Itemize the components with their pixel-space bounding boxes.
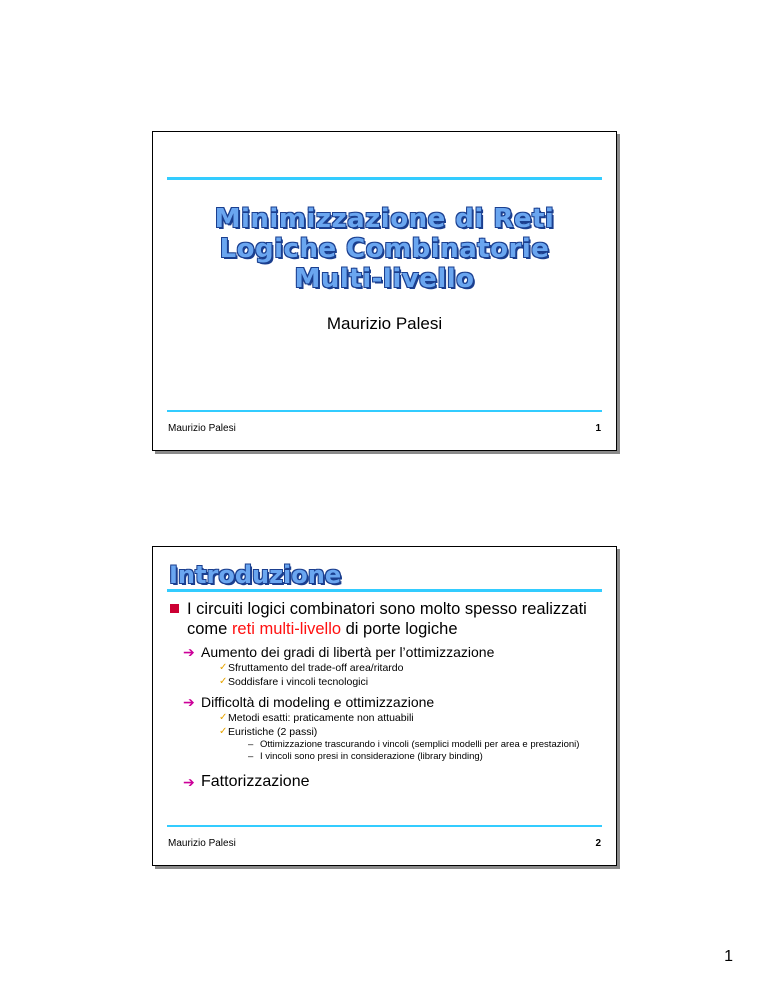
slide-2-content: [169, 599, 606, 791]
right-arrow-icon: ➔: [183, 694, 195, 710]
dash-item: [169, 751, 606, 763]
main-bullet-highlight: reti multi-livello: [231, 620, 342, 638]
slide-1-top-line: [167, 177, 602, 180]
slide-2: [152, 546, 617, 866]
title-line-3: Multi-livello: [294, 264, 475, 294]
title-line-2: Logiche Combinatorie: [219, 234, 550, 264]
title-line-1: Minimizzazione di Reti: [214, 204, 555, 234]
checkmark-icon: ✓: [219, 662, 228, 673]
dash-item-text: Ottimizzazione trascurando i vincoli (semplici modelli per area e prestazioni): [260, 739, 580, 750]
page-number: 1: [724, 948, 733, 965]
sub-bullet-2: [169, 693, 606, 711]
check-item: [169, 725, 606, 739]
check-item-text: Soddisfare i vincoli tecnologici: [228, 676, 369, 688]
sub-bullet-2-label: Difficoltà di modeling e ottimizzazione: [201, 694, 435, 710]
check-item: [169, 661, 606, 675]
slide-2-footer-author: Maurizio Palesi: [168, 838, 236, 849]
slide-1-footer-number: 1: [595, 423, 601, 434]
check-item-text: Metodi esatti: praticamente non attuabili: [228, 712, 414, 724]
dash-marker: –: [248, 739, 254, 750]
slide-2-title: Introduzione: [169, 561, 342, 589]
slide-2-top-line: [167, 589, 602, 592]
slide-1-footer-author: Maurizio Palesi: [168, 423, 236, 434]
slide-1: [152, 131, 617, 451]
right-arrow-icon: ➔: [183, 774, 195, 790]
checkmark-icon: ✓: [219, 676, 228, 687]
dash-item-text: I vincoli sono presi in considerazione (library binding): [260, 751, 483, 762]
sub-bullet-1-label: Aumento dei gradi di libertà per l’ottimizzazione: [201, 644, 495, 660]
sub-bullet-3-label: Fattorizzazione: [201, 773, 310, 790]
main-bullet: [169, 599, 606, 639]
slide-1-footer-line: [167, 410, 602, 412]
slide-1-author: Maurizio Palesi: [326, 314, 443, 333]
dash-marker: –: [248, 751, 254, 762]
checkmark-icon: ✓: [219, 712, 228, 723]
check-item-text: Euristiche (2 passi): [228, 726, 318, 738]
check-item: [169, 711, 606, 725]
check-item-text: Sfruttamento del trade-off area/ritardo: [228, 662, 404, 674]
sub-bullet-1: [169, 643, 606, 661]
dash-item: [169, 739, 606, 751]
check-item: [169, 675, 606, 689]
right-arrow-icon: ➔: [183, 644, 195, 660]
slide-2-footer-number: 2: [595, 838, 601, 849]
main-bullet-text-after: di porte logiche: [341, 620, 458, 638]
sub-bullet-3: [169, 773, 606, 791]
main-bullet-text-before: I circuiti logici combinatori sono molto spesso realizzati come: [187, 600, 587, 638]
slide-2-footer-line: [167, 825, 602, 827]
square-bullet-icon: [170, 604, 179, 613]
checkmark-icon: ✓: [219, 726, 228, 737]
slide-1-title: [153, 204, 616, 294]
